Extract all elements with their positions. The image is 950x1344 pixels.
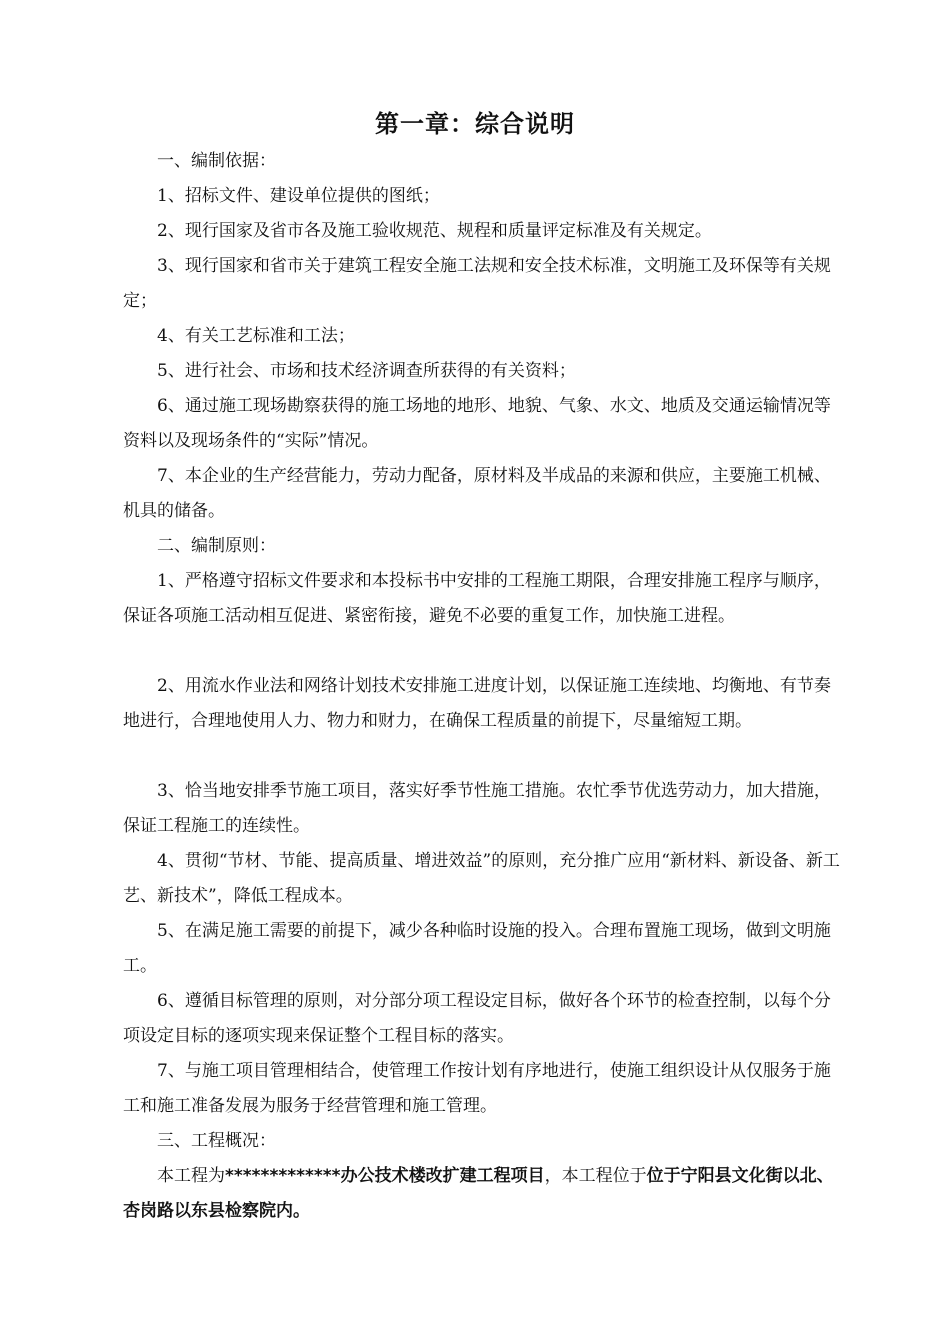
section-heading-overview: 三、工程概况： bbox=[157, 1131, 276, 1151]
basis-item-5: 5、进行社会、市场和技术经济调查所获得的有关资料； bbox=[157, 361, 576, 381]
section-heading-basis: 一、编制依据： bbox=[157, 151, 276, 171]
principle-item-5: 5、在满足施工需要的前提下，减少各种临时设施的投入。合理布置施工现场，做到文明施工。 bbox=[123, 921, 831, 976]
principle-item-4: 4、贯彻“节材、节能、提高质量、增进效益”的原则，充分推广应用“新材料、新设备、新工艺、新技术”，降低工程成本。 bbox=[123, 851, 840, 906]
principle-item-1: 1、严格遵守招标文件要求和本投标书中安排的工程施工期限，合理安排施工程序与顺序，保证各项施工活动相互促进、紧密衔接，避免不必要的重复工作，加快施工进程。 bbox=[123, 571, 831, 626]
basis-item-3: 3、现行国家和省市关于建筑工程安全施工法规和安全技术标准，文明施工及环保等有关规定； bbox=[123, 256, 831, 311]
principle-item-7: 7、与施工项目管理相结合，使管理工作按计划有序地进行，使施工组织设计从仅服务于施工和施工准备发展为服务于经营管理和施工管理。 bbox=[123, 1061, 831, 1116]
overview-text-1: 本工程为 bbox=[157, 1166, 225, 1186]
principle-item-6: 6、遵循目标管理的原则，对分部分项工程设定目标，做好各个环节的检查控制，以每个分项设定目标的逐项实现来保证整个工程目标的落实。 bbox=[123, 991, 831, 1046]
project-location: 位于宁阳县文化街以北、杏岗路以东县检察院内。 bbox=[123, 1166, 834, 1221]
basis-item-6: 6、通过施工现场勘察获得的施工场地的地形、地貌、气象、水文、地质及交通运输情况等资料以及现场条件的“实际”情况。 bbox=[123, 396, 831, 451]
principle-item-2: 2、用流水作业法和网络计划技术安排施工进度计划，以保证施工连续地、均衡地、有节奏地进行，合理地使用人力、物力和财力，在确保工程质量的前提下，尽量缩短工期。 bbox=[123, 676, 831, 731]
overview-paragraph bbox=[123, 1159, 840, 1229]
chapter-title: 第一章：综合说明 bbox=[375, 109, 575, 138]
section-heading-principles: 二、编制原则： bbox=[157, 536, 276, 556]
basis-item-1: 1、招标文件、建设单位提供的图纸； bbox=[157, 186, 440, 206]
basis-item-4: 4、有关工艺标准和工法； bbox=[157, 326, 355, 346]
basis-item-7: 7、本企业的生产经营能力，劳动力配备，原材料及半成品的来源和供应，主要施工机械、机具的储备。 bbox=[123, 466, 831, 521]
project-name: *************办公技术楼改扩建工程项目 bbox=[225, 1166, 545, 1186]
basis-item-2: 2、现行国家及省市各及施工验收规范、规程和质量评定标准及有关规定。 bbox=[157, 221, 712, 241]
principle-item-3: 3、恰当地安排季节施工项目，落实好季节性施工措施。农忙季节优选劳动力，加大措施，保证工程施工的连续性。 bbox=[123, 781, 831, 836]
overview-text-2: ，本工程位于 bbox=[544, 1166, 647, 1186]
